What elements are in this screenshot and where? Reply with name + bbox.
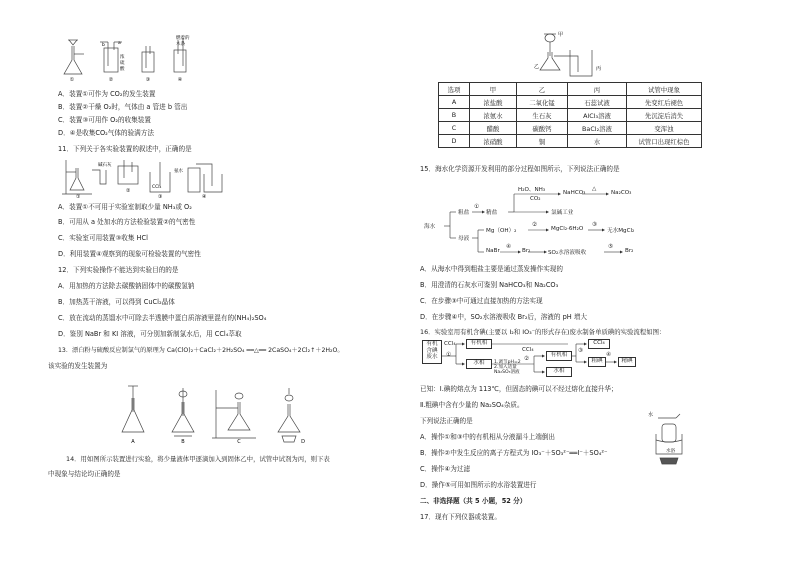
q14-text: 14．用如图所示装置进行实验，将少量液体甲逐滴加入到固体乙中，试管中试剂为丙，则下表 — [66, 455, 330, 463]
q13-label-b: B — [181, 439, 185, 445]
q14-label-yi: 乙 — [534, 64, 540, 70]
q13-label-c: C — [237, 439, 241, 445]
section-2-heading: 二、非选择题（共 5 小题，52 分） — [420, 497, 527, 505]
left-column — [48, 0, 394, 562]
table-header: 甲 — [470, 83, 517, 96]
svg-text:④: ④ — [177, 77, 183, 83]
q15-nabr: NaBr — [486, 248, 500, 254]
svg-text:①: ① — [76, 194, 81, 200]
q16-op-4: ④ — [606, 352, 612, 358]
q17-title: 17．现有下列仪器或装置。 — [420, 513, 501, 521]
table-cell: 浓硝酸 — [470, 135, 517, 148]
table-cell: 试管口出现红棕色 — [627, 135, 702, 148]
q15-step-4: ④ — [506, 244, 512, 250]
table-cell: 二氧化锰 — [517, 96, 568, 109]
table-header: 试管中现象 — [627, 83, 702, 96]
q15-mgcl2-hydrate: MgCl₂·6H₂O — [551, 226, 584, 232]
q16-option-b: B．操作②中发生反应的离子方程式为 IO₃⁻＋SO₃²⁻══I⁻＋SO₄²⁻ — [420, 449, 608, 457]
q13-text: 13．漂白粉与硫酸反应制氯气的原理为 Ca(ClO)₂＋CaCl₂＋2H₂SO₄ ══△══ 2CaSO₄＋2Cl₂↑＋2H₂O。 — [58, 347, 344, 354]
q15-na2co3: Na₂CO₃ — [611, 190, 632, 196]
q10-option-b: B．装置②干燥 O₂时，气体由 a 管进 b 管出 — [58, 103, 188, 111]
q11-option-b: B．可用从 a 处加水的方法检验装置②的气密性 — [58, 218, 196, 226]
svg-text:④: ④ — [202, 194, 207, 200]
q16-known-2: Ⅱ.粗碘中含有少量的 Na₂SO₄杂质。 — [420, 401, 524, 409]
q15-heat: △ — [592, 186, 597, 192]
right-column — [418, 0, 754, 562]
svg-text:②: ② — [126, 188, 131, 194]
q15-step-1: ① — [474, 204, 480, 210]
table-cell: 浓氨水 — [470, 109, 517, 122]
q15-reagents-2: CO₂ — [530, 196, 541, 202]
q16-water-box-2: 水相 — [546, 367, 572, 377]
q15-chlor-alkali: 氯碱工业 — [551, 210, 574, 216]
q16-fig-water: 水 — [648, 412, 654, 418]
q12-option-b: B．加热蒸干溶液，可以得到 CuCl₂晶体 — [58, 298, 175, 306]
svg-text:酸: 酸 — [120, 67, 125, 72]
q11-option-c: C．实验室可用装置③收集 HCl — [58, 234, 148, 242]
q13-label-a: A — [131, 439, 135, 445]
table-cell: 醋酸 — [470, 122, 517, 135]
table-cell: 生石灰 — [517, 109, 568, 122]
q16-option-d: D．操作⑤可用如图所示的水浴装置进行 — [420, 481, 537, 489]
q12-title: 12．下列实验操作不能达到实验目的的是 — [58, 266, 179, 274]
q15-mgcl2-anhydrous: 无水MgCl₂ — [607, 228, 635, 234]
table-row — [439, 96, 702, 109]
table-cell: B — [439, 109, 470, 122]
table-cell: AlCl₃溶液 — [568, 109, 627, 122]
table-header-row — [439, 83, 702, 96]
q15-br2-1: Br₂ — [522, 248, 531, 254]
table-cell: 水 — [568, 135, 627, 148]
table-cell: A — [439, 96, 470, 109]
q15-step-3: ③ — [592, 222, 598, 228]
q15-so2-absorb: SO₂水溶液吸收 — [548, 250, 587, 256]
q15-title: 15．海水化学资源开发利用的部分过程如图所示，下列说法正确的是 — [420, 165, 620, 173]
q16-ccl4-label-2: CCl₄ — [522, 347, 534, 353]
table-cell: 石蕊试液 — [568, 96, 627, 109]
table-header: 乙 — [517, 83, 568, 96]
q16-ccl4-label: CCl₄ — [444, 341, 456, 347]
q13-label-d: D — [301, 439, 305, 445]
q16-waste-box: 有机 含碘 废水 — [422, 340, 442, 364]
q14-result-table — [438, 82, 702, 148]
table-header: 丙 — [568, 83, 627, 96]
table-cell: 先变红后褪色 — [627, 96, 702, 109]
q15-mother-liquor: 母液 — [458, 236, 470, 242]
q13-text-2: 该实验的发生装置为 — [48, 362, 108, 370]
q11-label-ammonia: 氨水 — [174, 169, 183, 174]
q15-seawater: 海水 — [424, 224, 436, 230]
svg-text:①: ① — [69, 77, 75, 83]
q16-organic-box-2: 有机相 — [546, 351, 572, 361]
q14-label-bing: 丙 — [596, 66, 602, 72]
q11-label-sodalime: 碱石灰 — [98, 163, 112, 168]
q10-label-sulfuric: 浓 — [120, 55, 125, 60]
table-cell: BaCl₂溶液 — [568, 122, 627, 135]
q16-fig-waterbath: 水浴 — [666, 449, 675, 454]
q16-op-3: ③ — [578, 348, 584, 354]
q16-prompt: 下列说法正确的是 — [420, 417, 473, 425]
q16-pure-iodine-box: 精碘 — [618, 357, 636, 367]
q16-water-box-1: 水相 — [466, 359, 492, 369]
q15-option-b: B．用澄清的石灰水可鉴别 NaHCO₃和 Na₂CO₃ — [420, 281, 559, 289]
q14-text-2: 中现象与结论均正确的是 — [48, 470, 121, 478]
q16-op-1: ① — [446, 352, 452, 358]
q15-mgoh2: Mg（OH）₂ — [486, 228, 517, 234]
table-cell: D — [439, 135, 470, 148]
q15-option-c: C．在步骤③中可通过直接加热的方法实现 — [420, 297, 543, 305]
q10-apparatus-figure — [58, 36, 208, 82]
table-row — [439, 109, 702, 122]
svg-text:③: ③ — [145, 77, 151, 83]
svg-text:③: ③ — [158, 194, 163, 200]
q14-apparatus-figure — [534, 26, 614, 78]
q16-option-c: C．操作④为过滤 — [420, 465, 471, 473]
q11-label-ccl4: CCl₄ — [152, 185, 162, 190]
q12-option-c: C．放在流动的蒸馏水中可除去半透膜中蛋白质溶液里混有的(NH₄)₂SO₄ — [58, 314, 267, 322]
q15-reagents-1: H₂O、NH₃ — [518, 187, 546, 193]
svg-text:燃着的: 燃着的 — [176, 36, 190, 41]
svg-text:b: b — [102, 43, 105, 48]
q16-reagent-label: 1.调节pH=2 2.加入适量 Na₂SO₃溶液 — [494, 360, 521, 375]
table-cell: 铜 — [517, 135, 568, 148]
q11-option-a: A．装置①不可用于实验室制取少量 NH₃或 O₂ — [58, 203, 192, 211]
table-header: 选项 — [439, 83, 470, 96]
table-cell: 碳酸钙 — [517, 122, 568, 135]
q16-known-1: 已知：Ⅰ.碘的熔点为 113℃，但固态的碘可以不经过熔化直接升华； — [420, 385, 618, 393]
q11-title: 11．下列关于各实验装置的叙述中，正确的是 — [58, 145, 192, 153]
q15-br2-2: Br₂ — [625, 248, 634, 254]
svg-text:木条: 木条 — [176, 42, 185, 47]
q13-apparatus-figure — [116, 382, 316, 444]
svg-text:②: ② — [108, 77, 114, 83]
table-cell: 浓盐酸 — [470, 96, 517, 109]
svg-text:硫: 硫 — [120, 61, 125, 66]
q12-option-d: D．鉴别 NaBr 和 KI 溶液，可分别加新制氯水后，用 CCl₄萃取 — [58, 330, 242, 338]
q11-option-d: D．利用装置④观察到的现象可检验装置的气密性 — [58, 250, 201, 258]
q14-label-jia: 甲 — [558, 32, 564, 38]
q15-step-2: ② — [532, 222, 538, 228]
q15-crude-salt: 粗盐 — [458, 210, 470, 216]
table-cell: 变浑浊 — [627, 122, 702, 135]
q16-title: 16．实验室用有机含碘(主要以 I₂和 IO₃⁻的形式存在)废水制备单质碘的实验流程如图： — [420, 328, 666, 336]
q16-crude-iodine-box: 粗碘 — [588, 357, 606, 367]
q15-nahco3: NaHCO₃ — [563, 190, 586, 196]
q15-refined-salt: 精盐 — [486, 210, 498, 216]
svg-text:a: a — [118, 41, 121, 46]
q15-step-5: ⑤ — [608, 244, 614, 250]
q10-option-d: D．④是收集CO₂气体的验满方法 — [58, 129, 154, 137]
q16-option-a: A．操作①和③中的有机相从分液漏斗上端倒出 — [420, 433, 556, 441]
q10-option-a: A．装置①可作为 CO₂的发生装置 — [58, 90, 156, 98]
q16-ccl4-out-box: CCl₄ — [588, 339, 610, 349]
q16-op-2: ② — [524, 356, 530, 362]
q11-apparatus-figure — [62, 158, 226, 198]
table-cell: 先沉淀后消失 — [627, 109, 702, 122]
q16-water-bath-figure — [646, 410, 690, 466]
table-row — [439, 135, 702, 148]
q12-option-a: A．用加热的方法除去碳酸钠固体中的碳酸氢钠 — [58, 282, 195, 290]
q16-organic-box-1: 有机相 — [466, 339, 492, 349]
q15-option-d: D．在步骤④中，SO₂水溶液吸收 Br₂后，溶液的 pH 增大 — [420, 313, 588, 321]
q15-option-a: A．从海水中得到粗盐主要是通过蒸发操作实现的 — [420, 265, 563, 273]
q10-option-c: C．装置③可用作 O₂的收集装置 — [58, 116, 151, 124]
table-cell: C — [439, 122, 470, 135]
table-row — [439, 122, 702, 135]
